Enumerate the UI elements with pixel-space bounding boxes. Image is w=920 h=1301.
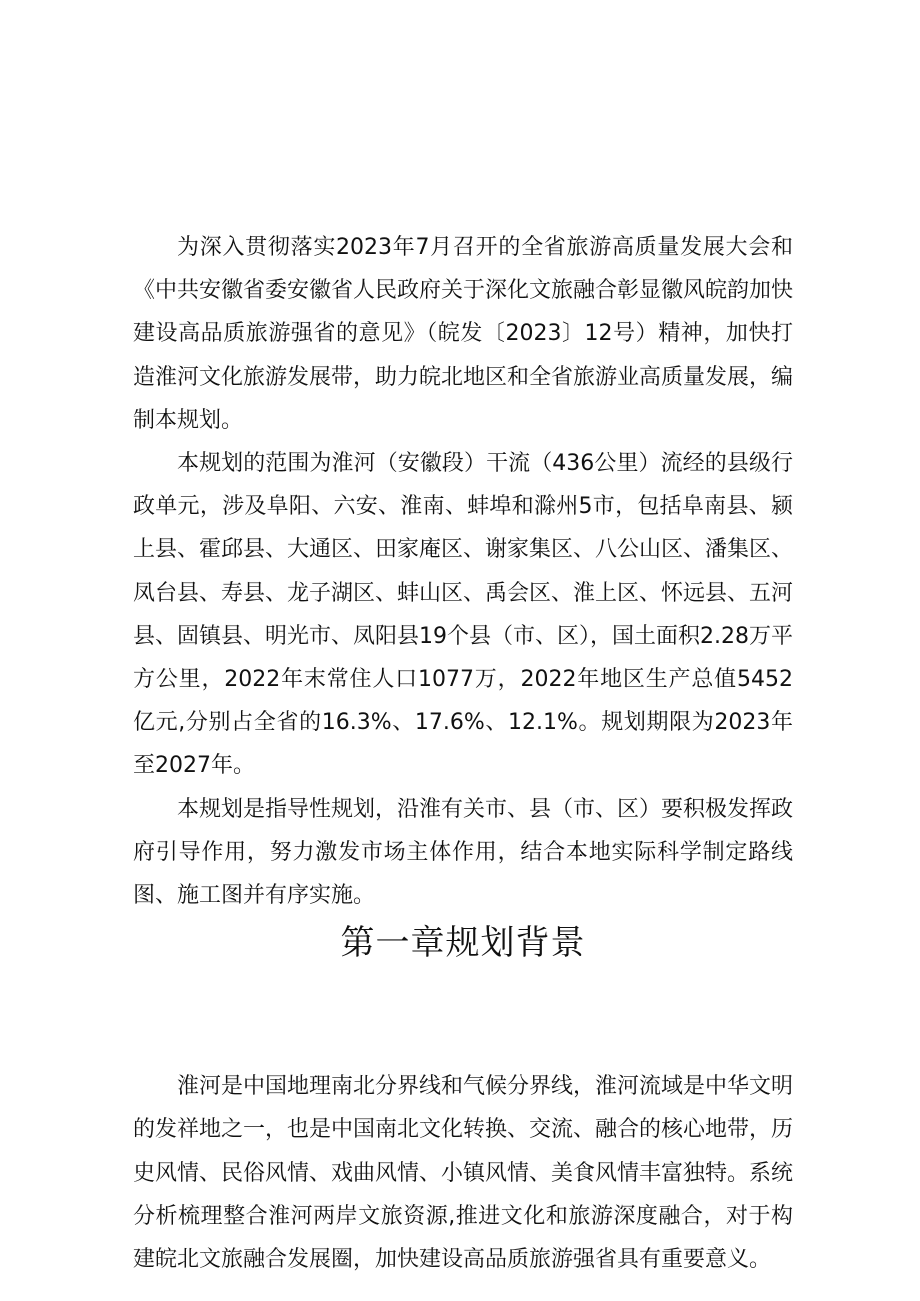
intro-paragraph-purpose: 为深入贯彻落实2023年7月召开的全省旅游高质量发展大会和《中共安徽省委安徽省人民政府关于深化文旅融合彰显徽风皖韵加快建设高品质旅游强省的意见》（皖发〔2023〕12号）精神，加快打造淮河文化旅游发展带，助力皖北地区和全省旅游业高质量发展，编制本规划。 [133, 235, 794, 433]
intro-paragraph-scope: 本规划的范围为淮河（安徽段）干流（436公里）流经的县级行政单元，涉及阜阳、六安、淮南、蚌埠和滁州5市，包括阜南县、颍上县、霍邱县、大通区、田家庵区、谢家集区、八公山区、潘集区、凤台县、寿县、龙子湖区、蚌山区、禹会区、淮上区、怀远县、五河县、固镇县、明光市、凤阳县19个县（市、区），国土面积2.28万平方公里，2022年末常住人口1077万，2022年地区生产总值5452亿元,分别占全省的16.3%、17.6%、12.1%。规划期限为2023年至2027年。 [133, 451, 794, 779]
intro-paragraph-guidance: 本规划是指导性规划，沿淮有关市、县（市、区）要积极发挥政府引导作用，努力激发市场主体作用，结合本地实际科学制定路线图、施工图并有序实施。 [133, 796, 794, 909]
document-body [133, 226, 793, 1281]
chapter-paragraph-background: 淮河是中国地理南北分界线和气候分界线，淮河流域是中华文明的发祥地之一，也是中国南北文化转换、交流、融合的核心地带，历史风情、民俗风情、戏曲风情、小镇风情、美食风情丰富独特。系统分析梳理整合淮河两岸文旅资源,推进文化和旅游深度融合，对于构建皖北文旅融合发展圈，加快建设高品质旅游强省具有重要意义。 [133, 1074, 794, 1273]
chapter-title: 第一章规划背景 [340, 923, 586, 964]
section-spacer [133, 1005, 793, 1065]
